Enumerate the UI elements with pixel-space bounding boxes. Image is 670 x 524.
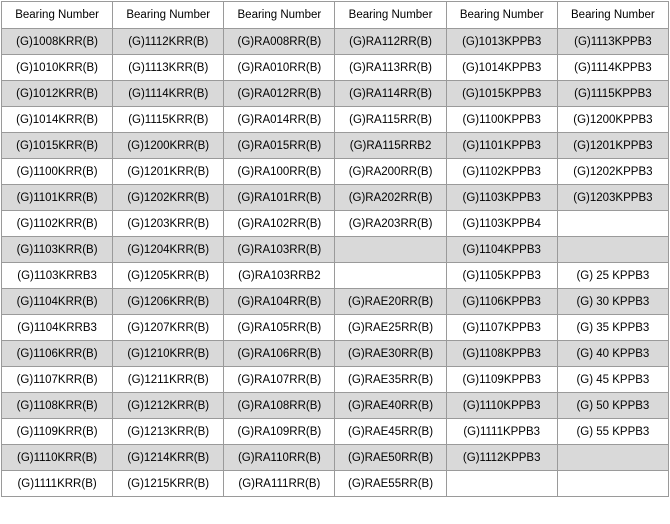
table-cell: (G)1103KRR(B) <box>2 237 113 263</box>
table-cell: (G)1107KRR(B) <box>2 367 113 393</box>
table-cell: (G)1104KPPB3 <box>446 237 557 263</box>
table-row <box>2 107 669 133</box>
table-cell: (G)1106KPPB3 <box>446 289 557 315</box>
table-cell: (G)1104KRRB3 <box>2 315 113 341</box>
table-row <box>2 445 669 471</box>
column-header: Bearing Number <box>224 2 335 29</box>
table-cell: (G)1215KRR(B) <box>113 471 224 497</box>
table-header-row <box>2 2 669 29</box>
table-cell: (G)1108KPPB3 <box>446 341 557 367</box>
table-cell: (G)RAE25RR(B) <box>335 315 446 341</box>
table-cell: (G)RA108RR(B) <box>224 393 335 419</box>
table-cell: (G)1110KRR(B) <box>2 445 113 471</box>
table-row <box>2 237 669 263</box>
table-cell <box>557 211 668 237</box>
table-cell: (G)RA202RR(B) <box>335 185 446 211</box>
table-row <box>2 55 669 81</box>
table-cell: (G) 50 KPPB3 <box>557 393 668 419</box>
table-cell: (G)RA115RRB2 <box>335 133 446 159</box>
table-cell: (G)1101KPPB3 <box>446 133 557 159</box>
table-cell: (G)1210KRR(B) <box>113 341 224 367</box>
table-cell: (G)RA112RR(B) <box>335 29 446 55</box>
column-header: Bearing Number <box>446 2 557 29</box>
table-cell: (G)RA107RR(B) <box>224 367 335 393</box>
table-cell: (G)RAE40RR(B) <box>335 393 446 419</box>
table-row <box>2 471 669 497</box>
table-cell <box>557 237 668 263</box>
table-cell: (G)1103KPPB4 <box>446 211 557 237</box>
table-cell: (G)1114KRR(B) <box>113 81 224 107</box>
table-cell: (G)RA015RR(B) <box>224 133 335 159</box>
table-cell: (G)1105KPPB3 <box>446 263 557 289</box>
table-cell: (G)1103KPPB3 <box>446 185 557 211</box>
table-cell: (G)1211KRR(B) <box>113 367 224 393</box>
table-cell <box>557 445 668 471</box>
table-row <box>2 315 669 341</box>
table-cell: (G)RA109RR(B) <box>224 419 335 445</box>
table-cell: (G)1202KRR(B) <box>113 185 224 211</box>
table-row <box>2 133 669 159</box>
table-cell: (G)1204KRR(B) <box>113 237 224 263</box>
table-cell: (G) 55 KPPB3 <box>557 419 668 445</box>
table-cell: (G) 45 KPPB3 <box>557 367 668 393</box>
table-cell: (G)1112KPPB3 <box>446 445 557 471</box>
table-cell <box>557 471 668 497</box>
table-cell: (G) 35 KPPB3 <box>557 315 668 341</box>
column-header: Bearing Number <box>335 2 446 29</box>
table-cell: (G)1109KPPB3 <box>446 367 557 393</box>
table-cell <box>335 263 446 289</box>
table-cell: (G)RA014RR(B) <box>224 107 335 133</box>
table-cell: (G)RA103RRB2 <box>224 263 335 289</box>
table-cell: (G)1113KRR(B) <box>113 55 224 81</box>
table-cell: (G)RAE45RR(B) <box>335 419 446 445</box>
table-cell: (G) 40 KPPB3 <box>557 341 668 367</box>
table-cell: (G)RAE35RR(B) <box>335 367 446 393</box>
table-cell: (G)1112KRR(B) <box>113 29 224 55</box>
table-cell: (G)1212KRR(B) <box>113 393 224 419</box>
table-cell: (G)1111KPPB3 <box>446 419 557 445</box>
table-cell: (G)1110KPPB3 <box>446 393 557 419</box>
table-cell: (G)1111KRR(B) <box>2 471 113 497</box>
table-cell: (G)1012KRR(B) <box>2 81 113 107</box>
table-cell: (G)1214KRR(B) <box>113 445 224 471</box>
table-cell: (G)1102KPPB3 <box>446 159 557 185</box>
table-row <box>2 29 669 55</box>
table-cell: (G)RA008RR(B) <box>224 29 335 55</box>
table-cell: (G) 25 KPPB3 <box>557 263 668 289</box>
table-cell: (G)RA101RR(B) <box>224 185 335 211</box>
table-cell: (G)RA203RR(B) <box>335 211 446 237</box>
table-cell <box>446 471 557 497</box>
table-cell: (G)RAE50RR(B) <box>335 445 446 471</box>
table-cell: (G)1108KRR(B) <box>2 393 113 419</box>
table-row <box>2 289 669 315</box>
table-cell: (G)1203KRR(B) <box>113 211 224 237</box>
table-row <box>2 185 669 211</box>
table-cell: (G)1014KRR(B) <box>2 107 113 133</box>
table-row <box>2 419 669 445</box>
table-cell: (G)1102KRR(B) <box>2 211 113 237</box>
table-cell: (G)1109KRR(B) <box>2 419 113 445</box>
table-cell: (G)RA110RR(B) <box>224 445 335 471</box>
table-row <box>2 81 669 107</box>
table-row <box>2 341 669 367</box>
column-header: Bearing Number <box>557 2 668 29</box>
table-cell: (G)RA100RR(B) <box>224 159 335 185</box>
table-header <box>2 2 669 29</box>
table-cell: (G)RA114RR(B) <box>335 81 446 107</box>
table-cell: (G)1202KPPB3 <box>557 159 668 185</box>
table-cell: (G)1008KRR(B) <box>2 29 113 55</box>
table-cell: (G)RA105RR(B) <box>224 315 335 341</box>
table-cell: (G) 30 KPPB3 <box>557 289 668 315</box>
table-cell: (G)RA106RR(B) <box>224 341 335 367</box>
column-header: Bearing Number <box>113 2 224 29</box>
table-cell: (G)1010KRR(B) <box>2 55 113 81</box>
table-cell: (G)1100KPPB3 <box>446 107 557 133</box>
table-cell: (G)RAE55RR(B) <box>335 471 446 497</box>
table-cell: (G)1206KRR(B) <box>113 289 224 315</box>
table-cell: (G)1115KPPB3 <box>557 81 668 107</box>
table-cell: (G)1101KRR(B) <box>2 185 113 211</box>
table-row <box>2 159 669 185</box>
table-cell: (G)RA115RR(B) <box>335 107 446 133</box>
table-row <box>2 393 669 419</box>
table-cell <box>335 237 446 263</box>
table-cell: (G)1201KPPB3 <box>557 133 668 159</box>
table-cell: (G)1100KRR(B) <box>2 159 113 185</box>
table-row <box>2 263 669 289</box>
bearing-number-table <box>1 1 669 497</box>
table-cell: (G)1201KRR(B) <box>113 159 224 185</box>
table-row <box>2 211 669 237</box>
table-cell: (G)RA113RR(B) <box>335 55 446 81</box>
table-cell: (G)RA103RR(B) <box>224 237 335 263</box>
table-cell: (G)1015KPPB3 <box>446 81 557 107</box>
table-cell: (G)1015KRR(B) <box>2 133 113 159</box>
table-cell: (G)1107KPPB3 <box>446 315 557 341</box>
table-cell: (G)1200KRR(B) <box>113 133 224 159</box>
table-cell: (G)RA102RR(B) <box>224 211 335 237</box>
column-header: Bearing Number <box>2 2 113 29</box>
table-cell: (G)RAE30RR(B) <box>335 341 446 367</box>
table-cell: (G)RA010RR(B) <box>224 55 335 81</box>
table-cell: (G)1213KRR(B) <box>113 419 224 445</box>
table-cell: (G)1115KRR(B) <box>113 107 224 133</box>
table-cell: (G)1203KPPB3 <box>557 185 668 211</box>
table-cell: (G)1103KRRB3 <box>2 263 113 289</box>
table-row <box>2 367 669 393</box>
table-cell: (G)1114KPPB3 <box>557 55 668 81</box>
table-cell: (G)1014KPPB3 <box>446 55 557 81</box>
table-body <box>2 29 669 497</box>
table-cell: (G)1113KPPB3 <box>557 29 668 55</box>
table-cell: (G)1013KPPB3 <box>446 29 557 55</box>
table-cell: (G)1205KRR(B) <box>113 263 224 289</box>
table-cell: (G)RA111RR(B) <box>224 471 335 497</box>
table-cell: (G)1106KRR(B) <box>2 341 113 367</box>
table-cell: (G)1104KRR(B) <box>2 289 113 315</box>
table-cell: (G)1207KRR(B) <box>113 315 224 341</box>
table-cell: (G)1200KPPB3 <box>557 107 668 133</box>
table-cell: (G)RA200RR(B) <box>335 159 446 185</box>
table-cell: (G)RA012RR(B) <box>224 81 335 107</box>
table-cell: (G)RA104RR(B) <box>224 289 335 315</box>
table-cell: (G)RAE20RR(B) <box>335 289 446 315</box>
